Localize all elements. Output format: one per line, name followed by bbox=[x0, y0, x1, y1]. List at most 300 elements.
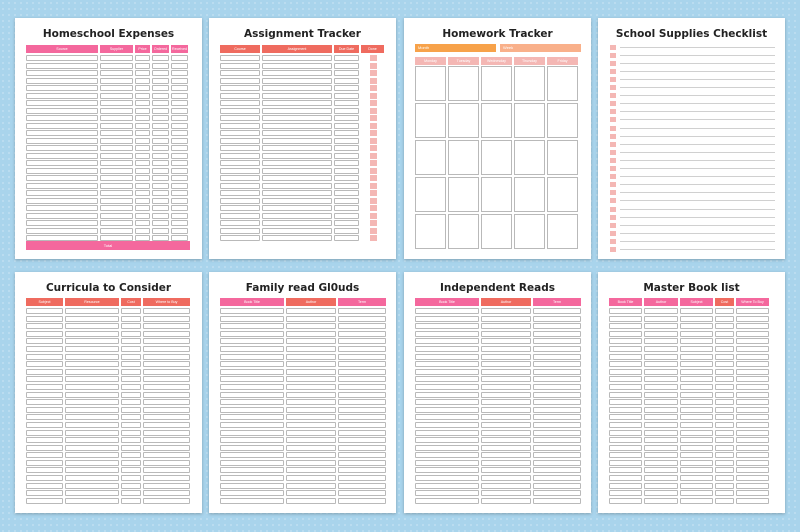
table-cell[interactable] bbox=[533, 445, 581, 451]
table-cell[interactable] bbox=[262, 205, 332, 211]
table-cell[interactable] bbox=[286, 361, 336, 367]
table-cell[interactable] bbox=[338, 422, 386, 428]
table-cell[interactable] bbox=[220, 346, 284, 352]
table-cell[interactable] bbox=[121, 498, 141, 504]
table-cell[interactable] bbox=[736, 316, 769, 322]
table-cell[interactable] bbox=[171, 190, 188, 196]
table-cell[interactable] bbox=[220, 430, 284, 436]
table-cell[interactable] bbox=[26, 475, 63, 481]
table-cell[interactable] bbox=[715, 384, 734, 390]
table-cell[interactable] bbox=[135, 138, 150, 144]
table-cell[interactable] bbox=[286, 437, 336, 443]
table-cell[interactable] bbox=[533, 354, 581, 360]
table-cell[interactable] bbox=[135, 160, 150, 166]
table-cell[interactable] bbox=[715, 414, 734, 420]
table-cell[interactable] bbox=[680, 483, 713, 489]
checklist-line[interactable] bbox=[620, 241, 775, 242]
table-cell[interactable] bbox=[100, 213, 133, 219]
table-cell[interactable] bbox=[143, 437, 190, 443]
table-cell[interactable] bbox=[65, 346, 119, 352]
table-cell[interactable] bbox=[65, 445, 119, 451]
table-cell[interactable] bbox=[220, 422, 284, 428]
table-cell[interactable] bbox=[26, 183, 98, 189]
table-cell[interactable] bbox=[65, 460, 119, 466]
table-cell[interactable] bbox=[361, 63, 384, 69]
table-cell[interactable] bbox=[361, 228, 384, 234]
table-cell[interactable] bbox=[171, 160, 188, 166]
table-cell[interactable] bbox=[26, 168, 98, 174]
table-cell[interactable] bbox=[736, 323, 769, 329]
checklist-checkbox[interactable] bbox=[610, 69, 616, 74]
table-cell[interactable] bbox=[334, 190, 359, 196]
checklist-line[interactable] bbox=[620, 184, 775, 185]
table-cell[interactable] bbox=[262, 55, 332, 61]
table-cell[interactable] bbox=[121, 475, 141, 481]
table-cell[interactable] bbox=[338, 460, 386, 466]
table-cell[interactable] bbox=[171, 220, 188, 226]
done-checkbox[interactable] bbox=[370, 55, 377, 61]
table-cell[interactable] bbox=[65, 392, 119, 398]
table-cell[interactable] bbox=[736, 338, 769, 344]
table-cell[interactable] bbox=[286, 452, 336, 458]
table-cell[interactable] bbox=[286, 422, 336, 428]
table-cell[interactable] bbox=[135, 145, 150, 151]
table-cell[interactable] bbox=[262, 228, 332, 234]
table-cell[interactable] bbox=[715, 467, 734, 473]
table-cell[interactable] bbox=[338, 369, 386, 375]
table-cell[interactable] bbox=[361, 220, 384, 226]
table-cell[interactable] bbox=[286, 331, 336, 337]
table-cell[interactable] bbox=[26, 153, 98, 159]
table-cell[interactable] bbox=[220, 100, 260, 106]
checklist-checkbox[interactable] bbox=[610, 215, 616, 220]
table-cell[interactable] bbox=[644, 376, 678, 382]
homework-cell[interactable] bbox=[547, 140, 578, 175]
table-cell[interactable] bbox=[334, 153, 359, 159]
homework-cell[interactable] bbox=[514, 66, 545, 101]
table-cell[interactable] bbox=[533, 490, 581, 496]
table-cell[interactable] bbox=[334, 115, 359, 121]
table-cell[interactable] bbox=[680, 338, 713, 344]
table-cell[interactable] bbox=[338, 316, 386, 322]
table-cell[interactable] bbox=[361, 138, 384, 144]
table-cell[interactable] bbox=[533, 430, 581, 436]
table-cell[interactable] bbox=[415, 399, 479, 405]
table-cell[interactable] bbox=[220, 183, 260, 189]
table-cell[interactable] bbox=[171, 123, 188, 129]
table-cell[interactable] bbox=[26, 369, 63, 375]
table-cell[interactable] bbox=[135, 220, 150, 226]
table-cell[interactable] bbox=[65, 475, 119, 481]
table-cell[interactable] bbox=[338, 338, 386, 344]
table-cell[interactable] bbox=[286, 384, 336, 390]
table-cell[interactable] bbox=[338, 399, 386, 405]
done-checkbox[interactable] bbox=[370, 123, 377, 129]
checklist-line[interactable] bbox=[620, 55, 775, 56]
table-cell[interactable] bbox=[171, 55, 188, 61]
table-cell[interactable] bbox=[262, 85, 332, 91]
table-cell[interactable] bbox=[26, 190, 98, 196]
checklist-line[interactable] bbox=[620, 128, 775, 129]
table-cell[interactable] bbox=[415, 384, 479, 390]
homework-cell[interactable] bbox=[415, 177, 446, 212]
table-cell[interactable] bbox=[334, 85, 359, 91]
table-cell[interactable] bbox=[135, 93, 150, 99]
table-cell[interactable] bbox=[100, 220, 133, 226]
checklist-checkbox[interactable] bbox=[610, 134, 616, 139]
table-cell[interactable] bbox=[171, 205, 188, 211]
table-cell[interactable] bbox=[262, 183, 332, 189]
table-cell[interactable] bbox=[100, 145, 133, 151]
done-checkbox[interactable] bbox=[370, 153, 377, 159]
table-cell[interactable] bbox=[736, 467, 769, 473]
table-cell[interactable] bbox=[481, 414, 531, 420]
table-cell[interactable] bbox=[100, 115, 133, 121]
table-cell[interactable] bbox=[334, 123, 359, 129]
table-cell[interactable] bbox=[736, 331, 769, 337]
table-cell[interactable] bbox=[415, 376, 479, 382]
table-cell[interactable] bbox=[415, 445, 479, 451]
table-cell[interactable] bbox=[121, 437, 141, 443]
table-cell[interactable] bbox=[26, 205, 98, 211]
table-cell[interactable] bbox=[135, 108, 150, 114]
table-cell[interactable] bbox=[361, 175, 384, 181]
table-cell[interactable] bbox=[680, 308, 713, 314]
homework-cell[interactable] bbox=[547, 177, 578, 212]
table-cell[interactable] bbox=[65, 407, 119, 413]
table-cell[interactable] bbox=[680, 490, 713, 496]
homework-cell[interactable] bbox=[448, 214, 479, 249]
table-cell[interactable] bbox=[26, 55, 98, 61]
table-cell[interactable] bbox=[135, 153, 150, 159]
table-cell[interactable] bbox=[65, 467, 119, 473]
table-cell[interactable] bbox=[609, 331, 642, 337]
table-cell[interactable] bbox=[644, 437, 678, 443]
checklist-checkbox[interactable] bbox=[610, 150, 616, 155]
table-cell[interactable] bbox=[220, 220, 260, 226]
table-cell[interactable] bbox=[220, 138, 260, 144]
table-cell[interactable] bbox=[121, 399, 141, 405]
table-cell[interactable] bbox=[481, 376, 531, 382]
table-cell[interactable] bbox=[26, 422, 63, 428]
table-cell[interactable] bbox=[262, 123, 332, 129]
table-cell[interactable] bbox=[609, 392, 642, 398]
table-cell[interactable] bbox=[26, 437, 63, 443]
table-cell[interactable] bbox=[100, 100, 133, 106]
table-cell[interactable] bbox=[338, 475, 386, 481]
table-cell[interactable] bbox=[736, 475, 769, 481]
table-cell[interactable] bbox=[171, 70, 188, 76]
table-cell[interactable] bbox=[533, 452, 581, 458]
table-cell[interactable] bbox=[152, 63, 169, 69]
checklist-line[interactable] bbox=[620, 152, 775, 153]
table-cell[interactable] bbox=[121, 354, 141, 360]
table-cell[interactable] bbox=[644, 369, 678, 375]
table-cell[interactable] bbox=[262, 93, 332, 99]
table-cell[interactable] bbox=[152, 198, 169, 204]
table-cell[interactable] bbox=[334, 220, 359, 226]
table-cell[interactable] bbox=[220, 130, 260, 136]
table-cell[interactable] bbox=[143, 346, 190, 352]
checklist-checkbox[interactable] bbox=[610, 182, 616, 187]
table-cell[interactable] bbox=[135, 228, 150, 234]
table-cell[interactable] bbox=[286, 483, 336, 489]
table-cell[interactable] bbox=[481, 338, 531, 344]
table-cell[interactable] bbox=[100, 168, 133, 174]
checklist-checkbox[interactable] bbox=[610, 198, 616, 203]
table-cell[interactable] bbox=[143, 475, 190, 481]
table-cell[interactable] bbox=[338, 346, 386, 352]
checklist-line[interactable] bbox=[620, 217, 775, 218]
table-cell[interactable] bbox=[415, 338, 479, 344]
table-cell[interactable] bbox=[609, 346, 642, 352]
table-cell[interactable] bbox=[26, 108, 98, 114]
table-cell[interactable] bbox=[100, 175, 133, 181]
table-cell[interactable] bbox=[338, 445, 386, 451]
table-cell[interactable] bbox=[481, 475, 531, 481]
table-cell[interactable] bbox=[135, 78, 150, 84]
table-cell[interactable] bbox=[736, 437, 769, 443]
table-cell[interactable] bbox=[262, 220, 332, 226]
table-cell[interactable] bbox=[26, 93, 98, 99]
table-cell[interactable] bbox=[135, 123, 150, 129]
table-cell[interactable] bbox=[334, 130, 359, 136]
table-cell[interactable] bbox=[533, 384, 581, 390]
table-cell[interactable] bbox=[680, 475, 713, 481]
table-cell[interactable] bbox=[415, 498, 479, 504]
table-cell[interactable] bbox=[286, 475, 336, 481]
table-cell[interactable] bbox=[715, 452, 734, 458]
table-cell[interactable] bbox=[644, 308, 678, 314]
table-cell[interactable] bbox=[26, 414, 63, 420]
checklist-line[interactable] bbox=[620, 200, 775, 201]
table-cell[interactable] bbox=[171, 175, 188, 181]
table-cell[interactable] bbox=[121, 407, 141, 413]
table-cell[interactable] bbox=[644, 483, 678, 489]
done-checkbox[interactable] bbox=[370, 100, 377, 106]
done-checkbox[interactable] bbox=[370, 130, 377, 136]
table-cell[interactable] bbox=[338, 354, 386, 360]
table-cell[interactable] bbox=[334, 100, 359, 106]
table-cell[interactable] bbox=[65, 483, 119, 489]
table-cell[interactable] bbox=[736, 376, 769, 382]
table-cell[interactable] bbox=[220, 498, 284, 504]
table-cell[interactable] bbox=[220, 123, 260, 129]
done-checkbox[interactable] bbox=[370, 115, 377, 121]
done-checkbox[interactable] bbox=[370, 160, 377, 166]
table-cell[interactable] bbox=[680, 361, 713, 367]
table-cell[interactable] bbox=[644, 354, 678, 360]
table-cell[interactable] bbox=[152, 138, 169, 144]
table-cell[interactable] bbox=[26, 467, 63, 473]
table-cell[interactable] bbox=[609, 316, 642, 322]
homework-cell[interactable] bbox=[448, 177, 479, 212]
table-cell[interactable] bbox=[481, 407, 531, 413]
table-cell[interactable] bbox=[609, 414, 642, 420]
table-cell[interactable] bbox=[220, 205, 260, 211]
table-cell[interactable] bbox=[361, 93, 384, 99]
table-cell[interactable] bbox=[533, 498, 581, 504]
checklist-line[interactable] bbox=[620, 160, 775, 161]
table-cell[interactable] bbox=[220, 414, 284, 420]
table-cell[interactable] bbox=[286, 338, 336, 344]
table-cell[interactable] bbox=[644, 498, 678, 504]
table-cell[interactable] bbox=[334, 205, 359, 211]
table-cell[interactable] bbox=[361, 153, 384, 159]
table-cell[interactable] bbox=[171, 145, 188, 151]
table-cell[interactable] bbox=[481, 422, 531, 428]
table-cell[interactable] bbox=[262, 213, 332, 219]
table-cell[interactable] bbox=[152, 115, 169, 121]
checklist-line[interactable] bbox=[620, 63, 775, 64]
table-cell[interactable] bbox=[143, 498, 190, 504]
table-cell[interactable] bbox=[143, 467, 190, 473]
table-cell[interactable] bbox=[171, 100, 188, 106]
table-cell[interactable] bbox=[680, 445, 713, 451]
table-cell[interactable] bbox=[171, 153, 188, 159]
table-cell[interactable] bbox=[680, 422, 713, 428]
table-cell[interactable] bbox=[152, 213, 169, 219]
table-cell[interactable] bbox=[361, 168, 384, 174]
table-cell[interactable] bbox=[220, 490, 284, 496]
table-cell[interactable] bbox=[736, 445, 769, 451]
table-cell[interactable] bbox=[135, 100, 150, 106]
table-cell[interactable] bbox=[121, 369, 141, 375]
checklist-checkbox[interactable] bbox=[610, 231, 616, 236]
table-cell[interactable] bbox=[286, 323, 336, 329]
table-cell[interactable] bbox=[26, 78, 98, 84]
table-cell[interactable] bbox=[715, 430, 734, 436]
table-cell[interactable] bbox=[220, 361, 284, 367]
table-cell[interactable] bbox=[220, 437, 284, 443]
table-cell[interactable] bbox=[220, 175, 260, 181]
table-cell[interactable] bbox=[680, 460, 713, 466]
table-cell[interactable] bbox=[415, 430, 479, 436]
table-cell[interactable] bbox=[171, 115, 188, 121]
homework-cell[interactable] bbox=[514, 103, 545, 138]
table-cell[interactable] bbox=[26, 70, 98, 76]
table-cell[interactable] bbox=[715, 392, 734, 398]
table-cell[interactable] bbox=[262, 175, 332, 181]
table-cell[interactable] bbox=[736, 354, 769, 360]
table-cell[interactable] bbox=[338, 384, 386, 390]
table-cell[interactable] bbox=[152, 78, 169, 84]
table-cell[interactable] bbox=[715, 422, 734, 428]
table-cell[interactable] bbox=[736, 498, 769, 504]
table-cell[interactable] bbox=[609, 354, 642, 360]
table-cell[interactable] bbox=[609, 460, 642, 466]
checklist-line[interactable] bbox=[620, 136, 775, 137]
table-cell[interactable] bbox=[171, 138, 188, 144]
table-cell[interactable] bbox=[286, 392, 336, 398]
checklist-line[interactable] bbox=[620, 111, 775, 112]
homework-cell[interactable] bbox=[481, 214, 512, 249]
table-cell[interactable] bbox=[680, 498, 713, 504]
table-cell[interactable] bbox=[65, 323, 119, 329]
table-cell[interactable] bbox=[286, 430, 336, 436]
table-cell[interactable] bbox=[680, 346, 713, 352]
table-cell[interactable] bbox=[715, 346, 734, 352]
table-cell[interactable] bbox=[415, 346, 479, 352]
table-cell[interactable] bbox=[644, 331, 678, 337]
table-cell[interactable] bbox=[220, 331, 284, 337]
table-cell[interactable] bbox=[481, 437, 531, 443]
table-cell[interactable] bbox=[143, 361, 190, 367]
table-cell[interactable] bbox=[100, 130, 133, 136]
table-cell[interactable] bbox=[220, 93, 260, 99]
table-cell[interactable] bbox=[100, 123, 133, 129]
table-cell[interactable] bbox=[361, 123, 384, 129]
table-cell[interactable] bbox=[680, 452, 713, 458]
checklist-checkbox[interactable] bbox=[610, 158, 616, 163]
table-cell[interactable] bbox=[121, 490, 141, 496]
table-cell[interactable] bbox=[121, 445, 141, 451]
table-cell[interactable] bbox=[736, 392, 769, 398]
table-cell[interactable] bbox=[680, 376, 713, 382]
table-cell[interactable] bbox=[65, 430, 119, 436]
table-cell[interactable] bbox=[334, 93, 359, 99]
table-cell[interactable] bbox=[100, 63, 133, 69]
checklist-checkbox[interactable] bbox=[610, 109, 616, 114]
table-cell[interactable] bbox=[100, 108, 133, 114]
table-cell[interactable] bbox=[609, 308, 642, 314]
table-cell[interactable] bbox=[121, 361, 141, 367]
table-cell[interactable] bbox=[361, 235, 384, 241]
done-checkbox[interactable] bbox=[370, 145, 377, 151]
table-cell[interactable] bbox=[100, 198, 133, 204]
table-cell[interactable] bbox=[143, 331, 190, 337]
table-cell[interactable] bbox=[415, 437, 479, 443]
table-cell[interactable] bbox=[736, 430, 769, 436]
table-cell[interactable] bbox=[286, 316, 336, 322]
table-cell[interactable] bbox=[361, 198, 384, 204]
table-cell[interactable] bbox=[65, 308, 119, 314]
table-cell[interactable] bbox=[415, 392, 479, 398]
table-cell[interactable] bbox=[334, 235, 359, 241]
table-cell[interactable] bbox=[220, 316, 284, 322]
table-cell[interactable] bbox=[715, 354, 734, 360]
checklist-checkbox[interactable] bbox=[610, 85, 616, 90]
table-cell[interactable] bbox=[121, 331, 141, 337]
table-cell[interactable] bbox=[334, 55, 359, 61]
table-cell[interactable] bbox=[152, 55, 169, 61]
table-cell[interactable] bbox=[220, 392, 284, 398]
table-cell[interactable] bbox=[609, 467, 642, 473]
table-cell[interactable] bbox=[715, 483, 734, 489]
done-checkbox[interactable] bbox=[370, 93, 377, 99]
table-cell[interactable] bbox=[644, 407, 678, 413]
homework-cell[interactable] bbox=[415, 140, 446, 175]
checklist-checkbox[interactable] bbox=[610, 166, 616, 171]
table-cell[interactable] bbox=[533, 376, 581, 382]
table-cell[interactable] bbox=[220, 369, 284, 375]
table-cell[interactable] bbox=[334, 78, 359, 84]
table-cell[interactable] bbox=[334, 145, 359, 151]
table-cell[interactable] bbox=[26, 145, 98, 151]
table-cell[interactable] bbox=[143, 384, 190, 390]
done-checkbox[interactable] bbox=[370, 138, 377, 144]
table-cell[interactable] bbox=[65, 399, 119, 405]
table-cell[interactable] bbox=[533, 361, 581, 367]
done-checkbox[interactable] bbox=[370, 168, 377, 174]
table-cell[interactable] bbox=[481, 384, 531, 390]
table-cell[interactable] bbox=[135, 115, 150, 121]
table-cell[interactable] bbox=[286, 490, 336, 496]
table-cell[interactable] bbox=[152, 100, 169, 106]
table-cell[interactable] bbox=[644, 399, 678, 405]
homework-cell[interactable] bbox=[481, 177, 512, 212]
table-cell[interactable] bbox=[533, 460, 581, 466]
